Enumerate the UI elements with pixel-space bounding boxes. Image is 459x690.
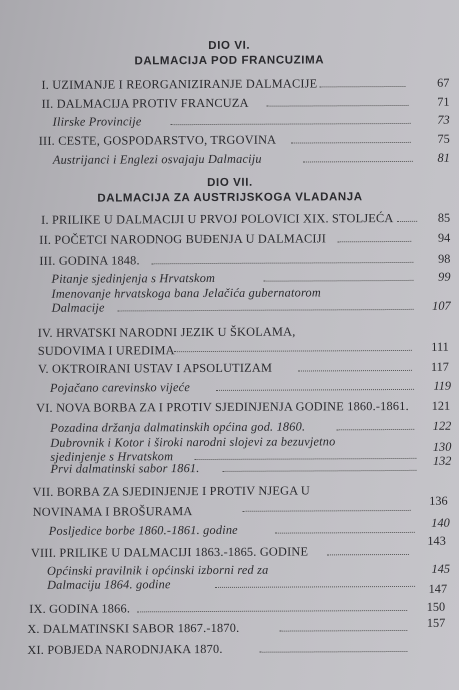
toc-entry-label: Imenovanje hrvatskoga bana Jelačića gubernatorom Dalmacije <box>51 285 321 315</box>
toc-entry-label: XI. POBJEDA NARODNJAKA 1870. <box>27 641 223 657</box>
toc-entry-label: VII. BORBA ZA SJEDINJENJE I PROTIV NJEGA U NOVINAMA I BROŠURAMA <box>32 483 310 519</box>
toc-entry-page: 150 <box>426 599 446 614</box>
toc-entry-page: 81 <box>437 150 450 165</box>
toc-entry-page: 130 <box>432 439 452 454</box>
dot-leader <box>216 389 414 391</box>
dot-leader <box>215 586 415 588</box>
dot-leader <box>151 262 413 264</box>
toc-subentry[interactable] <box>52 150 450 167</box>
toc-entry[interactable] <box>29 599 452 616</box>
toc-entry-page: 143 <box>427 533 446 548</box>
toc-entry-label: Prvi dalmatinski sabor 1861. <box>50 461 200 476</box>
toc-entry[interactable] <box>37 359 451 376</box>
toc-entry-label: II. DALMACIJA PROTIV FRANCUZA <box>41 95 249 111</box>
toc-entry[interactable] <box>36 398 451 415</box>
dot-leader <box>267 105 409 107</box>
section-7-number: DIO VII. <box>207 176 253 189</box>
toc-entry[interactable] <box>27 615 452 636</box>
toc-entry[interactable] <box>33 480 452 522</box>
toc-entry-label: Pojačano carevinsko vijeće <box>49 380 191 395</box>
toc-entry-page: 117 <box>430 359 449 374</box>
toc-subentry[interactable] <box>48 515 452 538</box>
toc-entry-page: 75 <box>437 131 450 146</box>
toc-entry-label: I. PRILIKE U DALMACIJI U PRVOJ POLOVICI XIX. STOLJEĆA <box>41 211 394 227</box>
toc-entry[interactable] <box>41 210 451 227</box>
section-7-title: DALMACIJA ZA AUSTRIJSKOGA VLADANJA <box>97 191 363 205</box>
toc-entry-page: 140 <box>431 515 450 530</box>
toc-entry-page: 107 <box>432 298 451 313</box>
toc-entry-label: VIII. PRILIKE U DALMACIJI 1863.-1865. GODINE <box>30 544 309 560</box>
toc-entry-page: 145 <box>431 561 451 576</box>
toc-entry-page: 94 <box>437 230 451 245</box>
toc-page <box>14 0 459 690</box>
dot-leader <box>397 221 417 222</box>
toc-entry-page: 67 <box>437 75 450 90</box>
toc-subentry[interactable] <box>51 269 451 286</box>
toc-subentry[interactable] <box>49 378 452 395</box>
toc-entry-label: I. UZIMANJE I REORGANIZIRANJE DALMACIJE <box>41 76 318 92</box>
dot-leader <box>279 630 407 632</box>
dot-leader <box>171 123 411 125</box>
toc-entry-page: 111 <box>431 339 449 354</box>
toc-entry-label: Ilirske Provincije <box>52 114 142 129</box>
dot-leader <box>243 510 411 512</box>
section-6-number: DIO VI. <box>208 39 251 52</box>
toc-entry[interactable] <box>39 230 451 247</box>
toc-entry-page: 147 <box>428 581 448 596</box>
dot-leader <box>222 470 416 472</box>
toc-entry-label: Pitanje sjedinjenja s Hrvatskom <box>51 270 216 286</box>
toc-entry-page: 71 <box>437 94 450 109</box>
toc-entry-label: VI. NOVA BORBA ZA I PROTIV SJEDINJENJA GODINE 1860.-1861. <box>36 398 409 415</box>
toc-subentry[interactable] <box>52 112 450 129</box>
toc-entry-label: Austrijanci i Englezi osvajaju Dalmaciju <box>52 151 262 167</box>
toc-entry-page: 85 <box>437 210 451 225</box>
dot-leader <box>337 241 411 242</box>
toc-entry-page: 136 <box>429 493 448 508</box>
toc-entry-label: IV. HRVATSKI NARODNI JEZIK U ŠKOLAMA, SUDOVIMA I UREDIMA <box>37 324 296 358</box>
toc-entry[interactable] <box>41 94 450 111</box>
toc-entry-label: X. DALMATINSKI SABOR 1867.-1870. <box>27 620 240 636</box>
toc-entry-page: 73 <box>437 112 450 127</box>
dot-leader <box>263 280 413 282</box>
toc-entry-label: II. POČETCI NARODNOG BUĐENJA U DALMACIJI <box>39 231 327 247</box>
toc-entry[interactable] <box>41 75 450 92</box>
toc-entry-label: Pozadina držanja dalmatinskih općina god. 1860. <box>50 419 306 435</box>
toc-entry-page: 99 <box>438 269 451 284</box>
toc-entry-label: Posljedice borbe 1860.-1861. godine <box>48 522 238 538</box>
dot-leader <box>137 610 407 612</box>
toc-entry-label: V. OKTROIRANI USTAV I APSOLUTIZAM <box>37 360 273 376</box>
toc-entry-page: 132 <box>432 453 452 468</box>
toc-subentry[interactable] <box>52 285 451 317</box>
toc-entry[interactable] <box>37 322 451 358</box>
toc-entry-label: Dubrovnik i Kotor i široki narodni slojevi za bezuvjetno sjedinjenje s Hrvatskom <box>50 434 336 464</box>
dot-leader <box>291 142 411 144</box>
dot-leader <box>319 86 405 87</box>
toc-entry-page: 98 <box>438 251 451 266</box>
dot-leader <box>275 532 415 534</box>
toc-entry-label: IX. GODINA 1866. <box>29 601 131 616</box>
toc-entry[interactable] <box>38 131 450 148</box>
dot-leader <box>303 161 413 163</box>
dot-leader <box>259 651 407 653</box>
dot-leader <box>298 370 412 372</box>
toc-entry[interactable] <box>39 251 451 268</box>
toc-entry-label: Općinski pravilnik i općinski izborni red za Dalmaciju 1864. godine <box>46 562 269 592</box>
toc-subentry[interactable] <box>47 562 452 594</box>
toc-entry-label: III. CESTE, GOSPODARSTVO, TRGOVINA <box>38 132 277 148</box>
toc-entry-page: 121 <box>431 398 451 413</box>
toc-entry-page: 119 <box>433 378 452 393</box>
toc-entry[interactable] <box>30 533 452 560</box>
toc-entry-label: III. GODINA 1848. <box>39 253 140 268</box>
toc-subentry[interactable] <box>50 418 452 435</box>
dot-leader <box>327 554 409 555</box>
section-6-title: DALMACIJA POD FRANCUZIMA <box>134 54 325 68</box>
toc-entry-page: 157 <box>426 615 446 630</box>
toc-entry-page: 122 <box>432 418 452 433</box>
toc-entry[interactable] <box>27 641 452 657</box>
dot-leader <box>336 429 414 430</box>
